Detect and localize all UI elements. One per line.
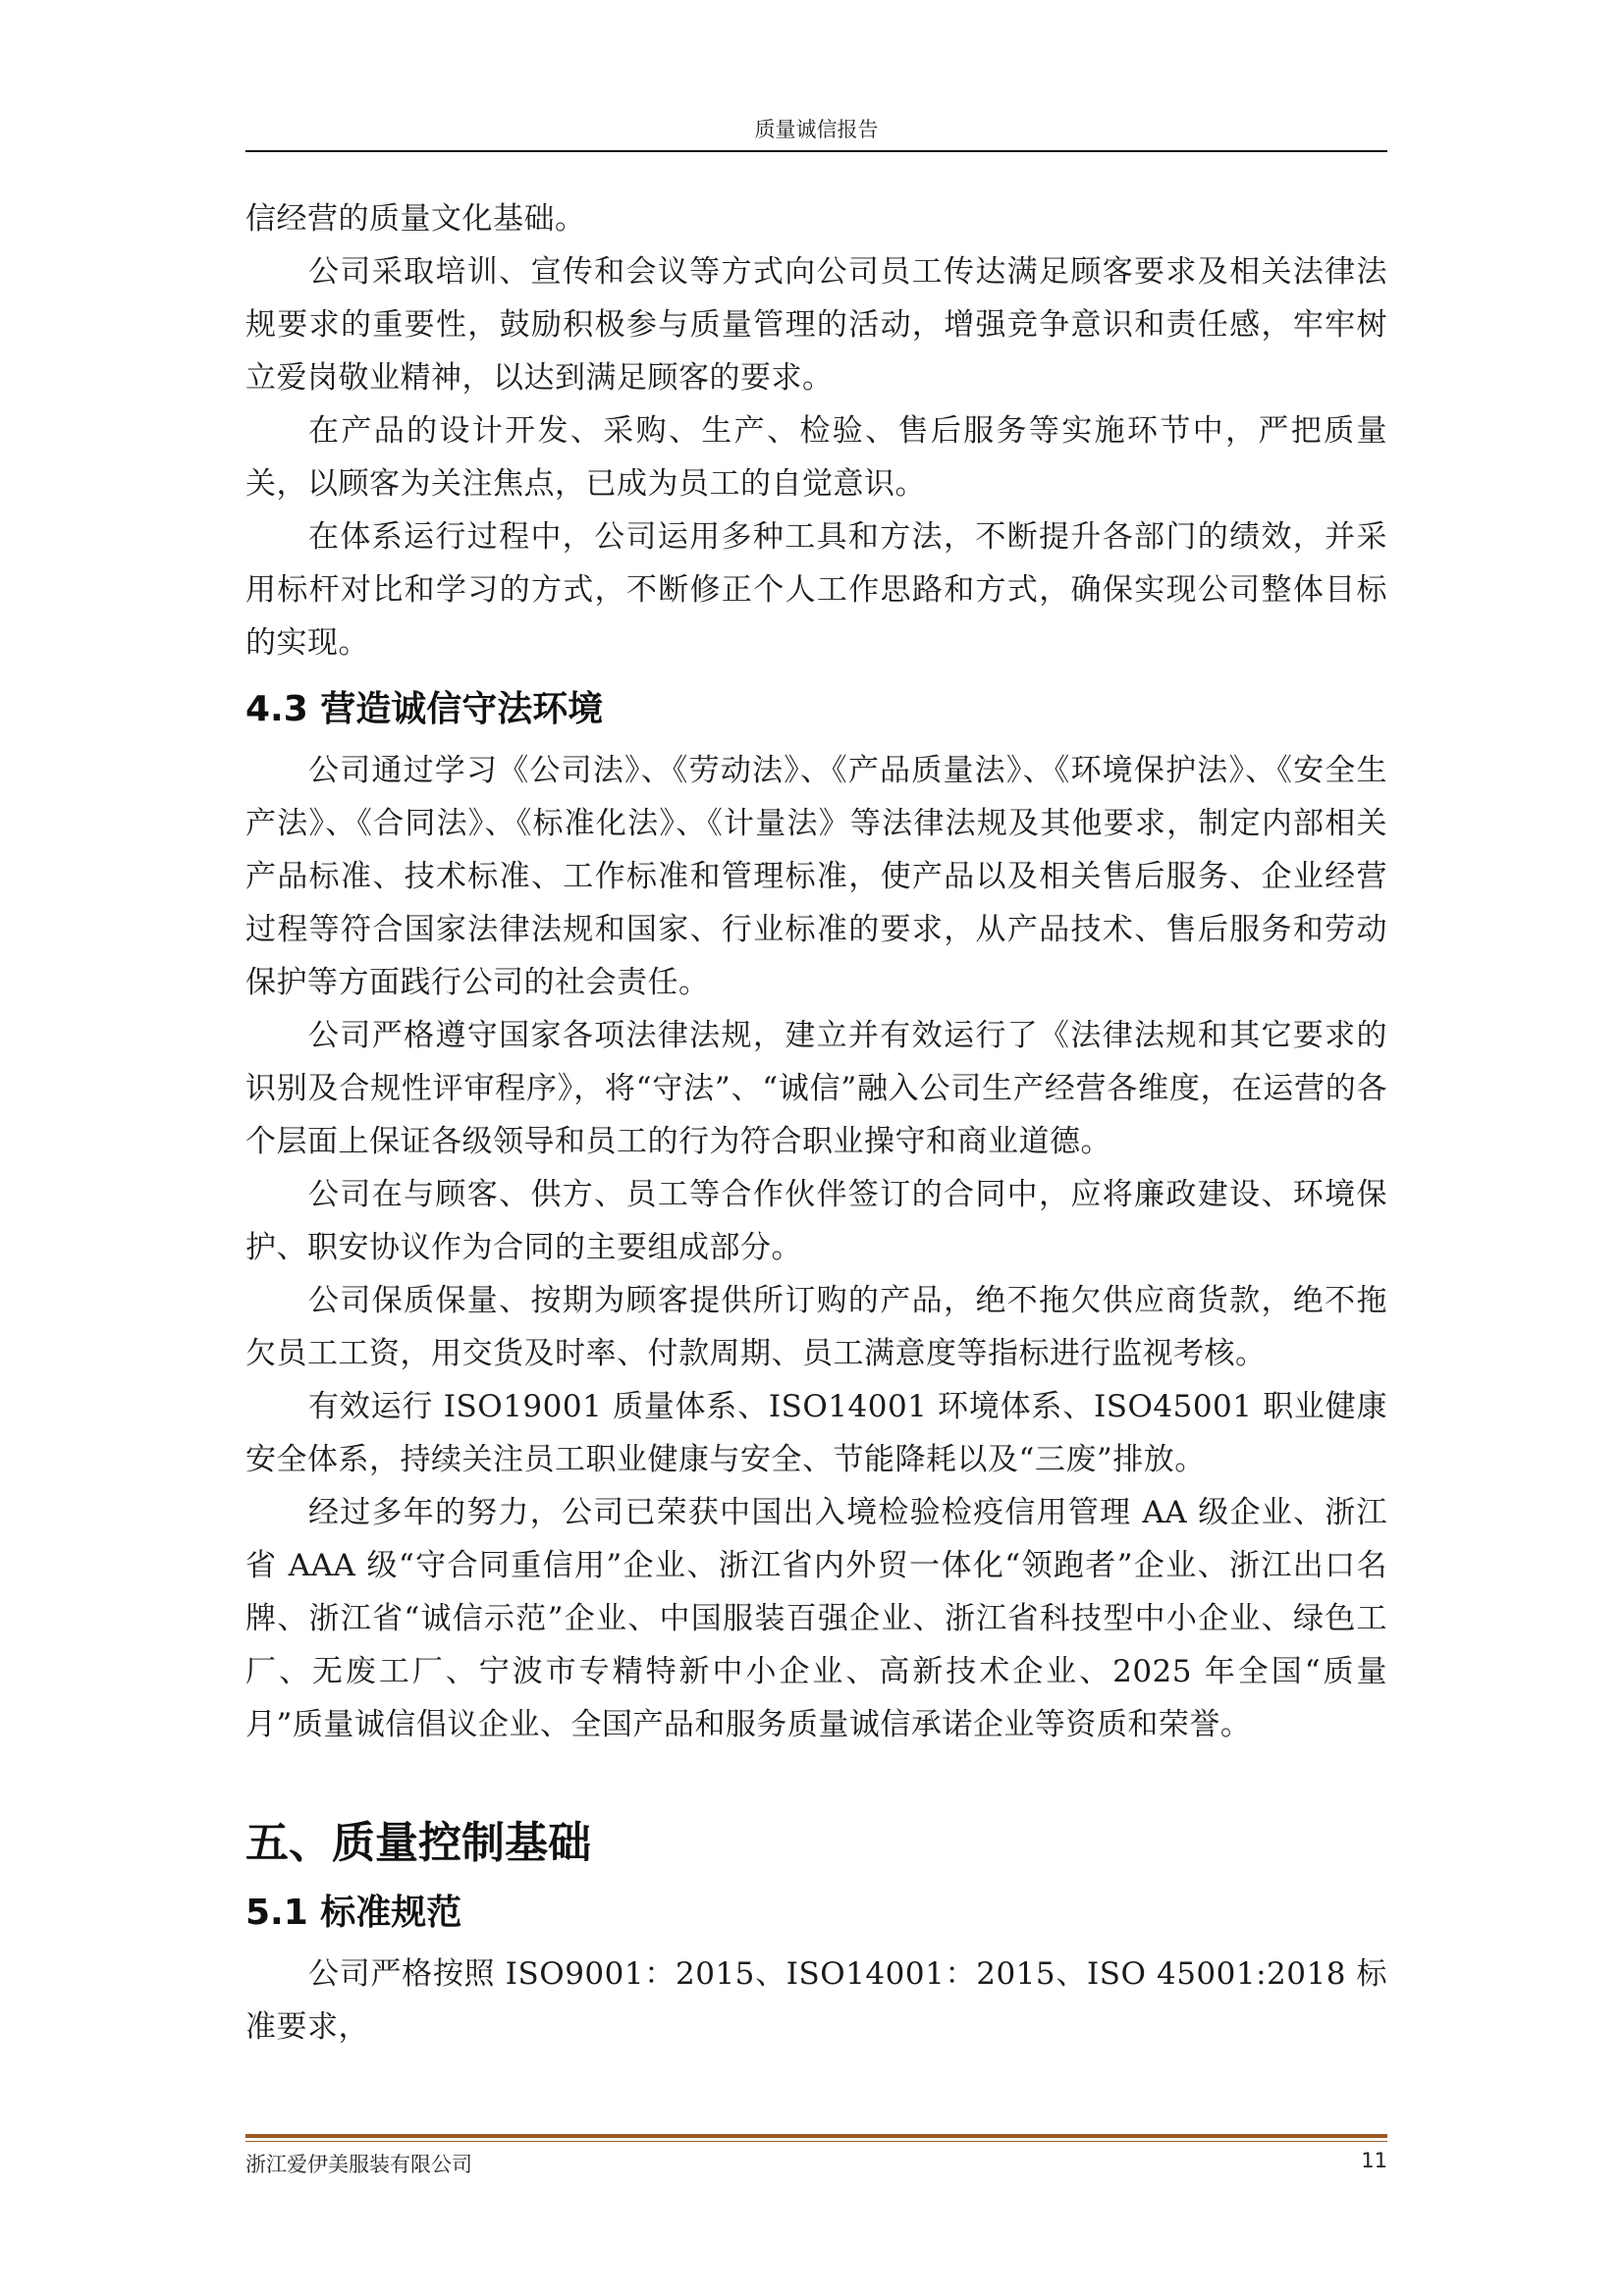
paragraph-compliance: 公司严格遵守国家各项法律法规，建立并有效运行了《法律法规和其它要求的识别及合规性评审程序》，将“守法”、“诚信”融入公司生产经营各维度，在运营的各个层面上保证各级领导和员工的行为符合职业操守和商业道德。 xyxy=(245,1018,1387,1159)
footer-divider-thin xyxy=(245,2141,1387,2142)
paragraph-honors: 经过多年的努力，公司已荣获中国出入境检验检疫信用管理 AA 级企业、浙江省 AAA 级“守合同重信用”企业、浙江省内外贸一体化“领跑者”企业、浙江出口名牌、浙江省“诚信示范”企业、中国服装百强企业、浙江省科技型中小企业、绿色工厂、无废工厂、宁波市专精特新中小企业、高新技术企业、2025 年全国“质量月”质量诚信倡议企业、全国产品和服务质量诚信承诺企业等资质和荣誉。 xyxy=(245,1495,1387,1742)
paragraph-system-operation: 在体系运行过程中，公司运用多种工具和方法，不断提升各部门的绩效，并采用标杆对比和学习的方式，不断修正个人工作思路和方式，确保实现公司整体目标的实现。 xyxy=(245,519,1387,661)
paragraph-continuation: 信经营的质量文化基础。 xyxy=(245,201,586,237)
paragraph-payments: 公司保质保量、按期为顾客提供所订购的产品，绝不拖欠供应商货款，绝不拖欠员工工资，用交货及时率、付款周期、员工满意度等指标进行监视考核。 xyxy=(245,1283,1387,1371)
footer-company-name: 浙江爱伊美服装有限公司 xyxy=(245,2153,472,2176)
page-content xyxy=(245,192,1387,2054)
paragraph-training: 公司采取培训、宣传和会议等方式向公司员工传达满足顾客要求及相关法律法规要求的重要性，鼓励积极参与质量管理的活动，增强竞争意识和责任感，牢牢树立爱岗敬业精神，以达到满足顾客的要求。 xyxy=(245,254,1387,396)
page-number: 11 xyxy=(1361,2149,1387,2172)
header-divider xyxy=(245,150,1387,152)
footer-divider-thick xyxy=(245,2134,1387,2138)
paragraph-laws: 公司通过学习《公司法》、《劳动法》、《产品质量法》、《环境保护法》、《安全生产法》、《合同法》、《标准化法》、《计量法》等法律法规及其他要求，制定内部相关产品标准、技术标准、工作标准和管理标准，使产品以及相关售后服务、企业经营过程等符合国家法律法规和国家、行业标准的要求，从产品技术、售后服务和劳动保护等方面践行公司的社会责任。 xyxy=(245,753,1387,1000)
paragraph-quality-gate: 在产品的设计开发、采购、生产、检验、售后服务等实施环节中，严把质量关，以顾客为关注焦点，已成为员工的自觉意识。 xyxy=(245,413,1387,502)
section-heading-4-3: 4.3 营造诚信守法环境 xyxy=(245,689,604,729)
paragraph-standards: 公司严格按照 ISO9001：2015、ISO14001：2015、ISO 45001:2018 标准要求， xyxy=(245,1956,1387,2045)
paragraph-iso-systems: 有效运行 ISO19001 质量体系、ISO14001 环境体系、ISO45001 职业健康安全体系，持续关注员工职业健康与安全、节能降耗以及“三废”排放。 xyxy=(245,1389,1387,1477)
paragraph-contracts: 公司在与顾客、供方、员工等合作伙伴签订的合同中，应将廉政建设、环境保护、职安协议作为合同的主要组成部分。 xyxy=(245,1177,1387,1265)
chapter-heading-5: 五、质量控制基础 xyxy=(245,1818,591,1868)
section-heading-5-1: 5.1 标准规范 xyxy=(245,1893,462,1933)
running-header: 质量诚信报告 xyxy=(754,118,879,141)
